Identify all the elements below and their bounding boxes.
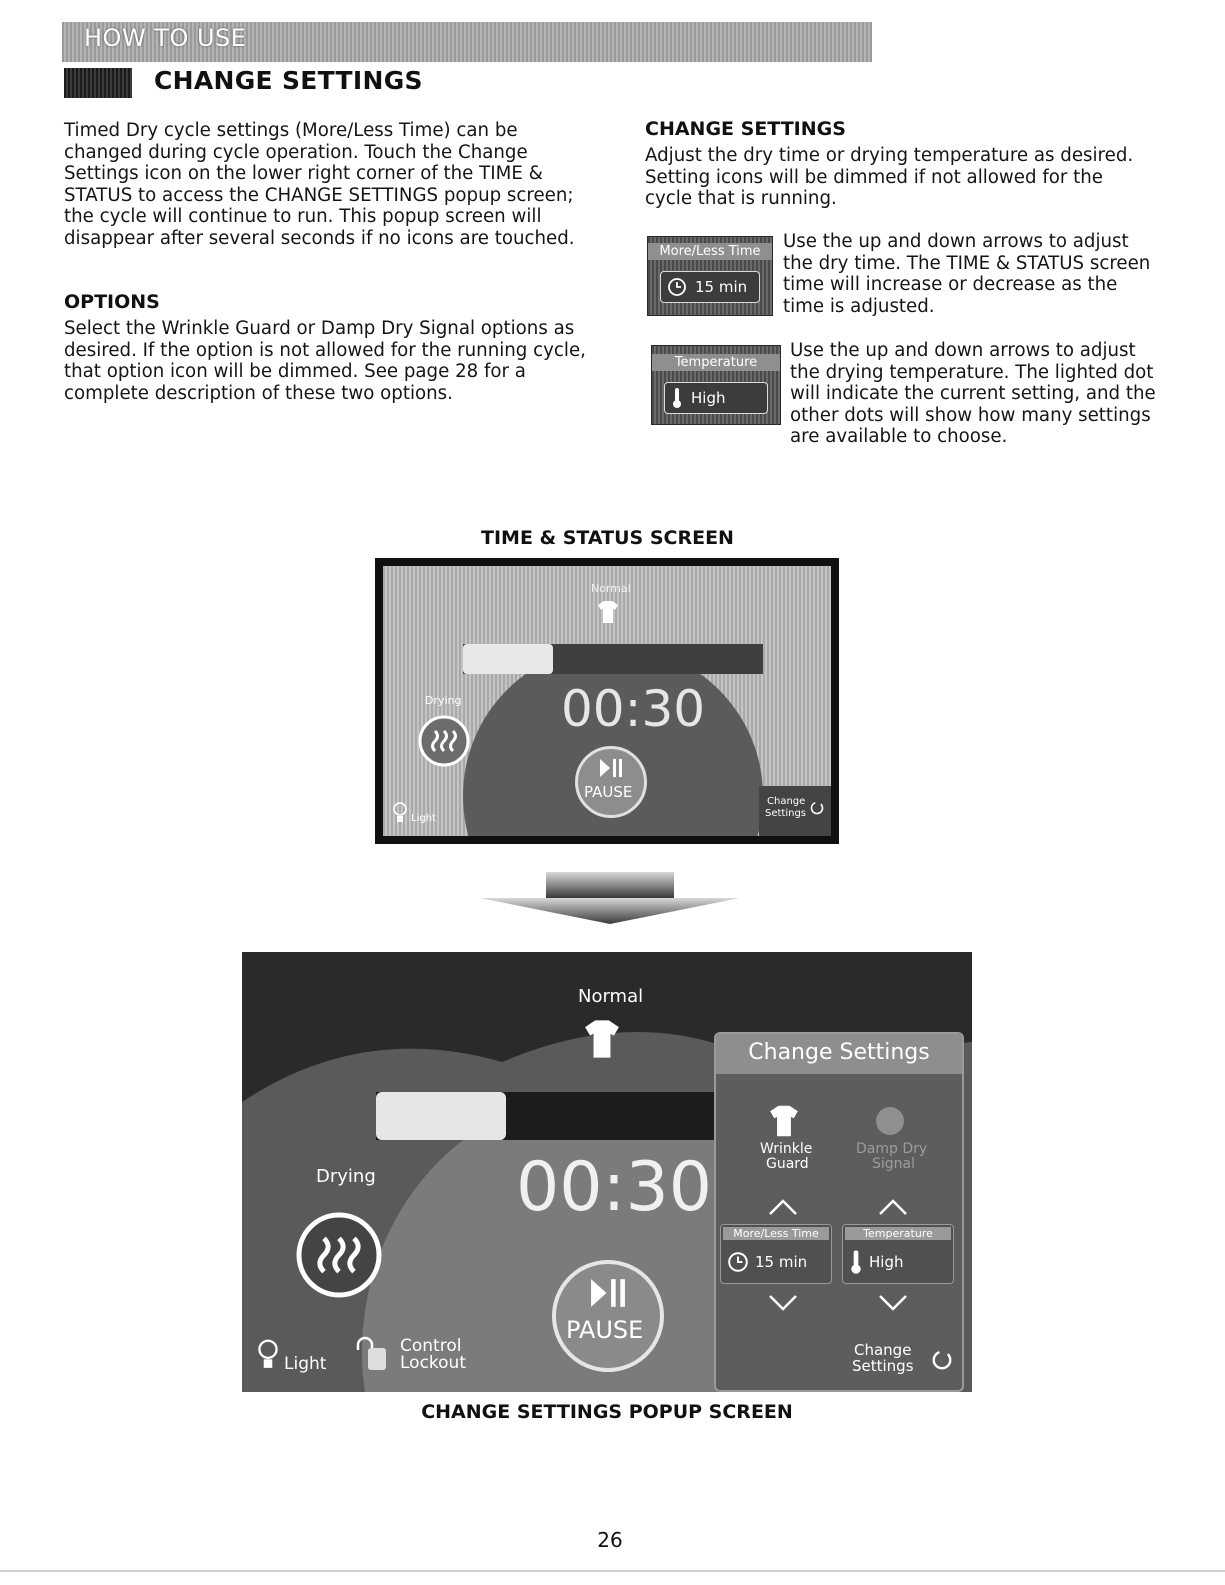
control-label: Control bbox=[400, 1336, 462, 1356]
ts-pause-label: PAUSE bbox=[584, 783, 633, 801]
popup-refresh-icon bbox=[930, 1348, 954, 1372]
thumb-temp-value-box bbox=[664, 382, 768, 414]
play-pause-icon bbox=[598, 757, 624, 779]
heading-marker bbox=[64, 68, 132, 98]
popup-shirt-icon bbox=[580, 1018, 624, 1060]
shirt-icon bbox=[595, 600, 621, 624]
time-description: Use the up and down arrows to adjust the dry time. The TIME & STATUS screen time will increase or decrease as the time is adjusted. bbox=[783, 231, 1151, 317]
popup-lightbulb-icon[interactable] bbox=[258, 1338, 278, 1372]
thumb-temp-label: Temperature bbox=[652, 354, 780, 371]
popup-phase-label: Drying bbox=[316, 1166, 376, 1187]
popup-pause-button[interactable] bbox=[552, 1260, 664, 1372]
popup-time-display: 00:30 bbox=[516, 1148, 712, 1227]
damp-dry-label: Damp Dry bbox=[856, 1141, 928, 1157]
more-less-time-control[interactable] bbox=[720, 1224, 832, 1284]
lockout-label: Lockout bbox=[400, 1353, 466, 1373]
change-settings-popup-screenshot bbox=[242, 952, 972, 1392]
popup-thermometer-icon bbox=[849, 1249, 863, 1275]
popup-drying-icon[interactable] bbox=[294, 1210, 384, 1300]
popup-temp-value: High bbox=[869, 1253, 904, 1271]
popup-light-label: Light bbox=[284, 1354, 327, 1374]
change-settings-paragraph: Adjust the dry time or drying temperature as desired. Setting icons will be dimmed if not allowed for the cycle that is running. bbox=[645, 145, 1134, 210]
ts-cycle-label: Normal bbox=[591, 582, 631, 595]
time-status-caption: TIME & STATUS SCREEN bbox=[481, 527, 734, 549]
panel-title-bar bbox=[716, 1034, 962, 1074]
temp-up-arrow-icon[interactable] bbox=[878, 1198, 908, 1216]
time-down-arrow-icon[interactable] bbox=[768, 1294, 798, 1312]
down-arrow-icon bbox=[480, 872, 740, 924]
wrinkle-guard-icon[interactable] bbox=[766, 1104, 802, 1138]
temp-down-arrow-icon[interactable] bbox=[878, 1294, 908, 1312]
popup-clock-icon bbox=[727, 1251, 749, 1273]
popup-caption: CHANGE SETTINGS POPUP SCREEN bbox=[421, 1401, 793, 1423]
popup-temp-label: Temperature bbox=[845, 1227, 951, 1240]
popup-change-label: Change bbox=[854, 1341, 912, 1359]
popup-cycle-label: Normal bbox=[578, 986, 644, 1007]
thumb-time-value-box bbox=[660, 271, 760, 303]
more-less-time-thumbnail bbox=[647, 236, 773, 316]
thumb-time-label: More/Less Time bbox=[648, 243, 772, 260]
temperature-control[interactable] bbox=[842, 1224, 954, 1284]
popup-pause-label: PAUSE bbox=[566, 1316, 644, 1344]
popup-settings-label: Settings bbox=[852, 1357, 914, 1375]
ts-pause-button[interactable] bbox=[575, 746, 647, 818]
guard-label: Guard bbox=[766, 1156, 809, 1172]
wrinkle-label: Wrinkle bbox=[760, 1141, 813, 1157]
popup-change-settings-button[interactable] bbox=[846, 1340, 958, 1384]
ts-light-label: Light bbox=[411, 813, 436, 824]
banner-label: HOW TO USE bbox=[84, 24, 247, 52]
page-number: 26 bbox=[597, 1528, 623, 1552]
drying-icon bbox=[417, 714, 471, 768]
bottom-rule bbox=[0, 1570, 1225, 1572]
thumb-temp-value: High bbox=[691, 389, 726, 407]
lock-icon[interactable] bbox=[352, 1336, 388, 1372]
time-status-screenshot bbox=[375, 558, 839, 844]
ts-change-settings-button[interactable] bbox=[759, 786, 831, 836]
ts-settings-label: Settings bbox=[765, 808, 807, 819]
time-status-display bbox=[383, 566, 831, 836]
thumb-time-value: 15 min bbox=[695, 278, 748, 296]
change-settings-heading: CHANGE SETTINGS bbox=[645, 118, 846, 140]
ts-phase-label: Drying bbox=[425, 694, 462, 707]
ts-change-label: Change bbox=[767, 796, 806, 807]
ts-time-display: 00:30 bbox=[561, 680, 706, 738]
popup-time-label: More/Less Time bbox=[723, 1227, 829, 1240]
options-paragraph: Select the Wrinkle Guard or Damp Dry Signal options as desired. If the option is not allowed for the running cycle, that option icon will be dimmed. See page 28 for a complete description of these two options. bbox=[64, 318, 586, 404]
popup-time-value: 15 min bbox=[755, 1253, 808, 1271]
signal-label: Signal bbox=[872, 1156, 916, 1172]
intro-paragraph: Timed Dry cycle settings (More/Less Time) can be changed during cycle operation. Touch the Change Settings icon on the lower right corner of the TIME & STATUS to access the CHANGE SETTINGS popup screen; the cycle will continue to run. This popup screen will disappear after several seconds if no icons are touched. bbox=[64, 120, 575, 249]
time-up-arrow-icon[interactable] bbox=[768, 1198, 798, 1216]
options-heading: OPTIONS bbox=[64, 291, 160, 313]
temperature-description: Use the up and down arrows to adjust the drying temperature. The lighted dot will indicate the current setting, and the other dots will show how many settings are available to choose. bbox=[790, 340, 1156, 448]
popup-play-pause-icon bbox=[588, 1276, 628, 1310]
change-settings-panel bbox=[714, 1032, 964, 1392]
panel-title: Change Settings bbox=[748, 1040, 930, 1065]
thermometer-icon bbox=[671, 387, 683, 409]
temperature-thumbnail bbox=[651, 345, 781, 425]
lightbulb-icon bbox=[393, 802, 407, 824]
page-title: CHANGE SETTINGS bbox=[154, 66, 423, 95]
refresh-icon bbox=[809, 800, 825, 816]
clock-icon bbox=[667, 277, 687, 297]
damp-dry-icon[interactable] bbox=[872, 1104, 908, 1138]
